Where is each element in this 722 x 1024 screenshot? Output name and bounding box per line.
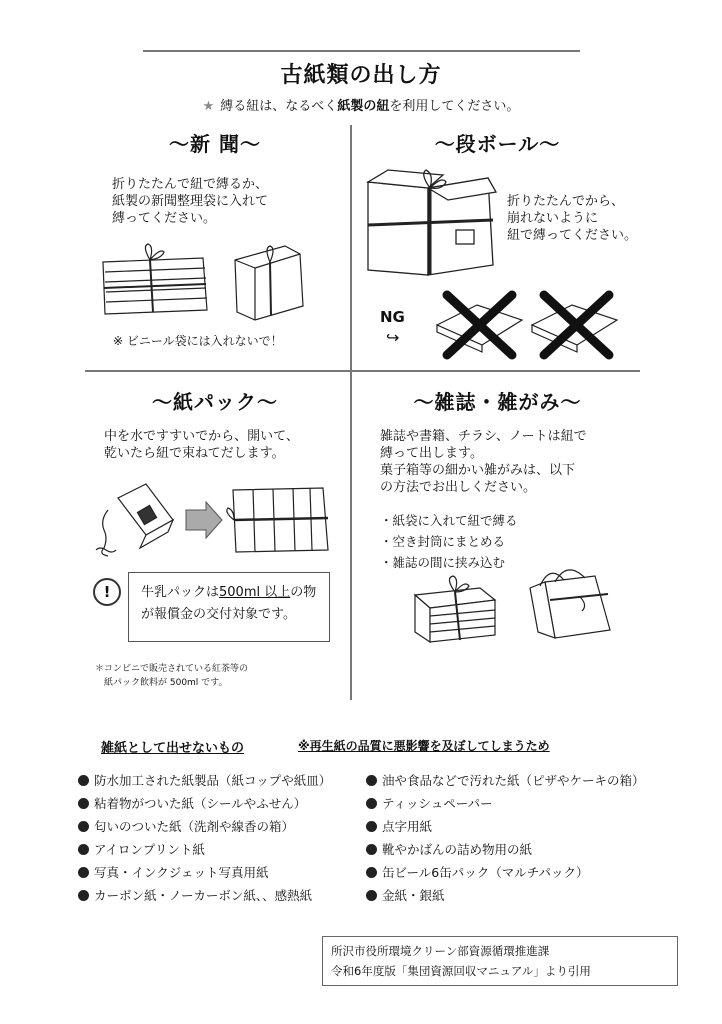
star-icon: ★ bbox=[202, 99, 215, 114]
citation-line-1: 所沢市役所環境クリーン部資源循環推進課 bbox=[331, 944, 550, 958]
bullet-icon bbox=[366, 890, 377, 901]
page-title: 古紙類の出し方 bbox=[280, 63, 442, 88]
list-item: 金紙・銀紙 bbox=[366, 884, 666, 907]
cardboard-instructions: 折りたたんでから、 崩れないように 紐で縛ってください。 bbox=[507, 194, 638, 243]
section-title-magazine: 〜雑誌・雑がみ〜 bbox=[413, 390, 582, 414]
bullet-icon bbox=[366, 798, 377, 809]
newspaper-bundle-illustration bbox=[95, 240, 325, 330]
list-item: 粘着物がついた紙（シールやふせん） bbox=[78, 792, 368, 815]
bullet-icon bbox=[78, 890, 89, 901]
arrow-icon: ↪ bbox=[386, 328, 400, 347]
ng-items-reason: ※再生紙の品質に悪影響を及ぼしてしまうため bbox=[298, 739, 550, 753]
list-item: 点字用紙 bbox=[366, 815, 666, 838]
ng-items-left-list bbox=[78, 769, 368, 907]
newspaper-warning: ※ ビニール袋には入れないで！ bbox=[113, 334, 283, 348]
magazine-instructions: 雑誌や書籍、チラシ、ノートは紐で 縛って出します。 菓子箱等の細かい雑がみは、以下 の方法でお出しください。 bbox=[380, 429, 587, 495]
bullet-icon bbox=[78, 844, 89, 855]
citation-line-2: 令和6年度版「集団資源回収マニュアル」より引用 bbox=[331, 964, 591, 978]
ng-items-heading: 雑紙として出せないもの bbox=[101, 741, 245, 756]
grid-horizontal-divider bbox=[85, 370, 640, 372]
milk-carton-instructions: 中を水ですすいでから、開いて、 乾いたら紐で束ねてだします。 bbox=[104, 429, 299, 461]
list-item: カーボン紙・ノーカーボン紙、、感熱紙 bbox=[78, 884, 368, 907]
source-citation-box bbox=[322, 936, 678, 986]
cardboard-ng-illustration bbox=[432, 290, 632, 360]
exclamation-icon: ! bbox=[93, 578, 121, 606]
milk-carton-footnote: ＊コンビニで販売されている紅茶等の 紙パック飲料が 500ml です。 bbox=[95, 664, 249, 688]
list-item: アイロンプリント紙 bbox=[78, 838, 368, 861]
list-item: ・ 紙袋に入れて紐で縛る bbox=[380, 510, 630, 531]
list-item: 靴やかばんの詰め物用の紙 bbox=[366, 838, 666, 861]
section-title-cardboard: 〜段ボール〜 bbox=[434, 132, 561, 156]
list-item: ・ 雑誌の間に挟み込む bbox=[380, 552, 630, 573]
reward-notice-box bbox=[128, 572, 330, 642]
magazine-bundle-and-bag-illustration bbox=[410, 560, 630, 650]
bullet-icon bbox=[366, 775, 377, 786]
list-item: 匂いのついた紙（洗剤や線香の箱） bbox=[78, 815, 368, 838]
newspaper-instructions: 折りたたんで紐で縛るか、 紙製の新聞整理袋に入れて 縛ってください。 bbox=[112, 177, 269, 226]
reward-notice-line2: が報償金の交付対象です。 bbox=[141, 607, 296, 622]
bullet-icon bbox=[366, 821, 377, 832]
bullet-icon bbox=[78, 821, 89, 832]
cardboard-box-illustration bbox=[368, 170, 498, 278]
bullet-icon bbox=[78, 798, 89, 809]
list-item: 写真・インクジェット写真用紙 bbox=[78, 861, 368, 884]
ng-items-right-list bbox=[366, 769, 666, 907]
ng-label: NG bbox=[380, 308, 405, 326]
list-item: 防水加工された紙製品（紙コップや紙皿） bbox=[78, 769, 368, 792]
list-item: ・ 空き封筒にまとめる bbox=[380, 531, 630, 552]
bullet-icon bbox=[366, 867, 377, 878]
grid-vertical-divider bbox=[350, 125, 352, 700]
reward-notice-line1: 牛乳パックは500ml 以上の物 bbox=[141, 585, 317, 600]
milk-carton-illustration bbox=[88, 480, 343, 565]
string-note: ★ 縛る紐は、なるべく紙製の紐を利用してください。 bbox=[202, 99, 520, 114]
list-item: ティッシュペーパー bbox=[366, 792, 666, 815]
bullet-icon bbox=[366, 844, 377, 855]
list-item: 油や食品などで汚れた紙（ピザやケーキの箱） bbox=[366, 769, 666, 792]
list-item: 缶ビール6缶パック（マルチパック） bbox=[366, 861, 666, 884]
bullet-icon bbox=[78, 867, 89, 878]
section-title-milk-carton: 〜紙パック〜 bbox=[152, 390, 278, 414]
section-title-newspaper: 〜新 聞〜 bbox=[169, 132, 261, 156]
top-rule bbox=[143, 50, 580, 52]
bullet-icon bbox=[78, 775, 89, 786]
